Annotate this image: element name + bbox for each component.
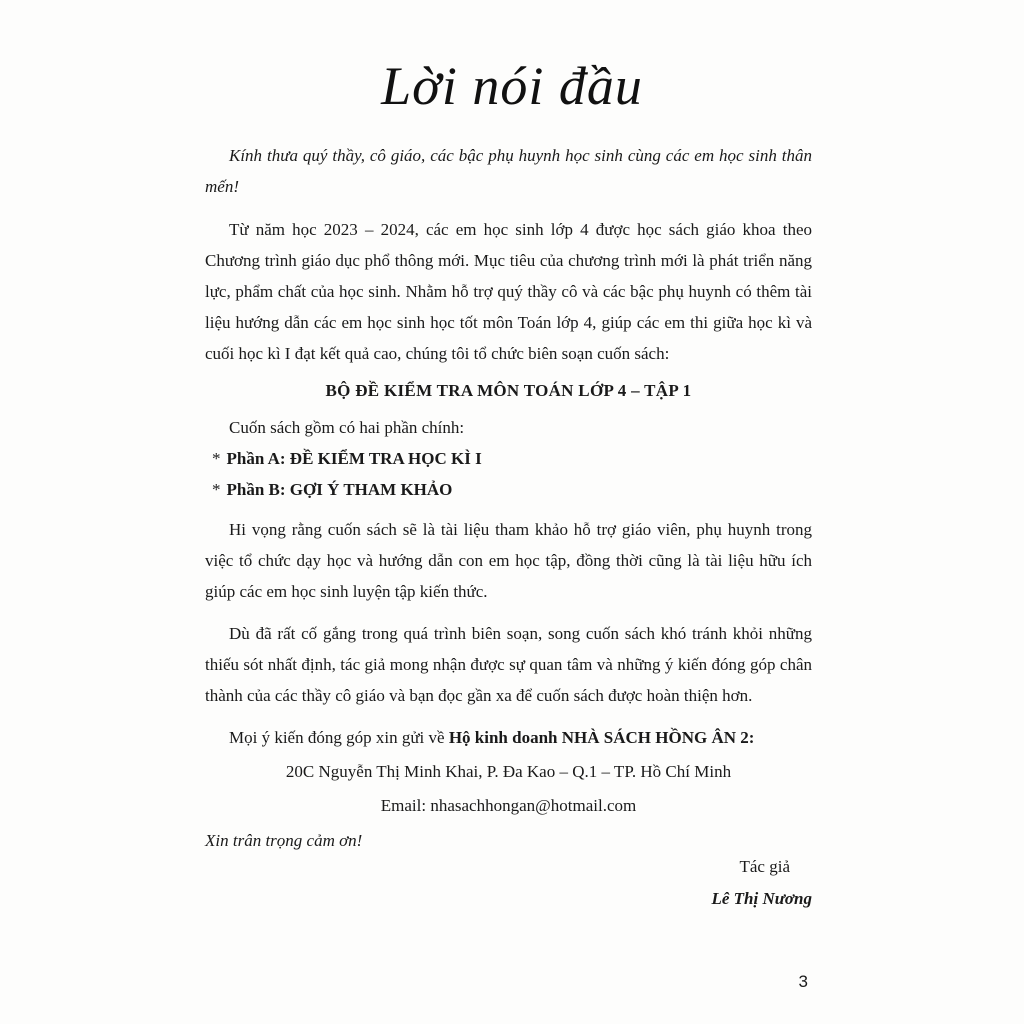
thanks-line: Xin trân trọng cảm ơn! (205, 831, 363, 850)
email-line: Email: nhasachhongan@hotmail.com (380, 796, 637, 815)
part-label: Phần A: ĐỀ KIỂM TRA HỌC KÌ I (226, 449, 482, 468)
hope-paragraph: Hi vọng rằng cuốn sách sẽ là tài liệu tham khảo hỗ trợ giáo viên, phụ huynh trong việc tổ chức dạy học và hướng dẫn con em học tập, đồng thời cũng là tài liệu hữu ích giúp các em học sinh luyện tập kiến thức. (205, 520, 812, 601)
intro-paragraph: Từ năm học 2023 – 2024, các em học sinh lớp 4 được học sách giáo khoa theo Chương trình giáo dục phổ thông mới. Mục tiêu của chương trình mới là phát triển năng lực, phẩm chất của học sinh. Nhằm hỗ trợ quý thầy cô và các bậc phụ huynh có thêm tài liệu hướng dẫn các em học sinh học tốt môn Toán lớp 4, giúp các em thi giữa học kì và cuối học kì I đạt kết quả cao, chúng tôi tổ chức biên soạn cuốn sách: (205, 220, 812, 363)
author-role: Tác giả (739, 857, 790, 876)
part-bullet: * (212, 480, 221, 499)
book-title: BỘ ĐỀ KIỂM TRA MÔN TOÁN LỚP 4 – TẬP 1 (325, 381, 692, 400)
contact-prefix: Mọi ý kiến đóng góp xin gửi về (229, 728, 449, 747)
contact-organization: Hộ kinh doanh NHÀ SÁCH HỒNG ÂN 2: (448, 728, 755, 747)
author-name: Lê Thị Nương (711, 889, 812, 908)
page-number: 3 (798, 972, 808, 991)
greeting-paragraph: Kính thưa quý thầy, cô giáo, các bậc phụ huynh học sinh cùng các em học sinh thân mến! (205, 146, 812, 196)
part-item (212, 474, 812, 505)
signature-block (711, 852, 812, 914)
parts-list (205, 443, 812, 505)
page-title: Lời nói đầu (381, 56, 643, 116)
parts-intro: Cuốn sách gồm có hai phần chính: (229, 418, 465, 437)
part-item (212, 443, 812, 474)
contact-line (205, 722, 812, 753)
document-body (205, 140, 812, 856)
apology-paragraph: Dù đã rất cố gắng trong quá trình biên soạn, song cuốn sách khó tránh khỏi những thiếu sót nhất định, tác giả mong nhận được sự quan tâm và những ý kiến đóng góp chân thành của các thầy cô giáo và bạn đọc gần xa để cuốn sách được hoàn thiện hơn. (205, 624, 812, 705)
part-label: Phần B: GỢI Ý THAM KHẢO (226, 480, 453, 499)
address-line: 20C Nguyễn Thị Minh Khai, P. Đa Kao – Q.1 – TP. Hồ Chí Minh (285, 762, 732, 781)
part-bullet: * (212, 449, 221, 468)
